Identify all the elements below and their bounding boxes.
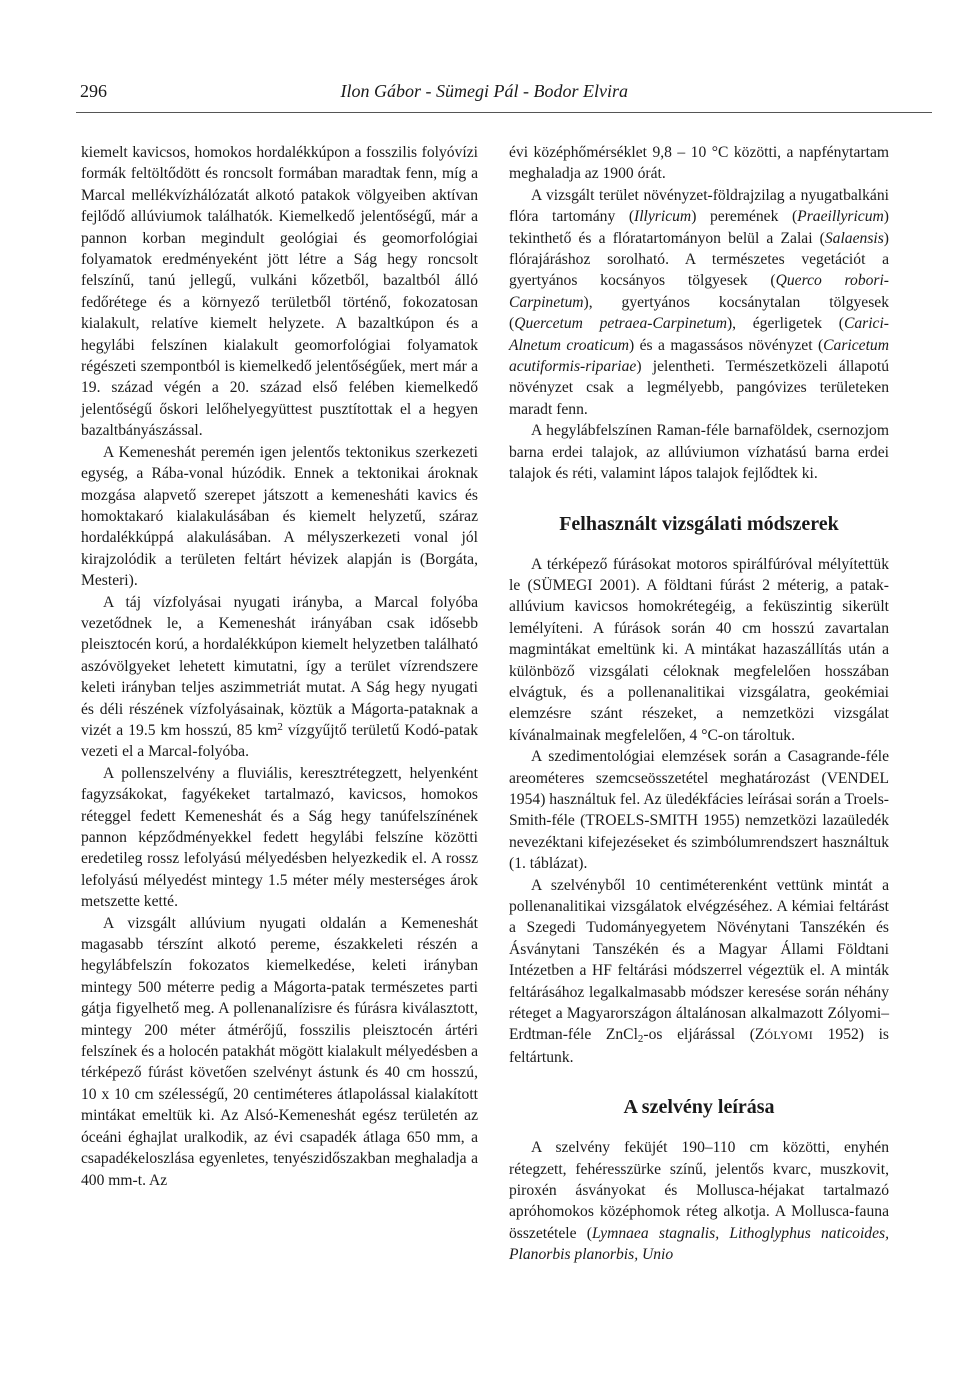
header-rule	[76, 112, 932, 113]
right-column	[509, 142, 889, 1266]
paragraph-landscape-geology: kiemelt kavicsos, homokos hordalékkúpon a fosszilis folyóvízi formák feltöltődött és roncsolt formában maradtak fenn, míg a Marcal mellékvízhálózatát alkotó patakok völgyeiben aktívan fejlődő allúviumok találhatók. Kiemelkedő jelentőségű, már a pannon korban megindult geológiai és geomorfológiai folyamatok eredményeként jött létre a Ság hegy roncsolt felszínű, tanú jellegű, vulkáni kőzetből, bazaltból álló fedőrétege és a környező területből történő, fokozatosan kialakult, relatíve kiemelt helyzete. A bazaltkúpon és a hegylábi felszínen kialakult geomorfológiai folyamatok régészeti szempontból is kiemelkedő jelentőségűek, mert már a 19. század végén a 20. század első felében kiemelkedő jelentőségű őskori lelőhelyegyüttest pusztítottak el a hegyen bazaltbányászással.	[81, 144, 478, 440]
paragraph-pollen-preparation: A szelvényből 10 centiméterenként vettünk mintát a pollenanalitikai vizsgálatok elvégzéséhez. A kémiai feltárást a Szegedi Tudományegyetem Növénytani Tanszékén és Ásványtani Tanszékén és a Magyar Állami Földtani Intézetben a HF feltárási módszerrel végeztük el. A minták feltárásához legalkalmasabb módszer keresése során néhány réteget a Magyarországon általánosan alkalmazott Zólyomi–Erdtman-féle ZnCl$_2$-os eljárással (ZÓLYOMI 1952) is feltártunk.	[509, 876, 889, 1066]
running-head-authors: Ilon Gábor - Sümegi Pál - Bodor Elvira	[340, 81, 628, 101]
section-heading-profile: A szelvény leírása	[623, 1096, 775, 1119]
paragraph-watercourses: A táj vízfolyásai nyugati irányba, a Marcal folyóba vezetődnek le, a Kemeneshát irányában csak idősebb pleisztocén korú, a hordalékkúpon kiemelt helyzetben található aszóvölgyeket lehetett kimutatni, így a terület vízrendszere keleti irányban teljes aszimmetriát mutat. A Ság hegy nyugati és déli részének vízfolyásainak, köztük a Mágorta-pataknak a vizét a 19.5 km hosszú, 85 $km^2$ vízgyűjtő területű Kodó-patak vezeti el a Marcal-folyóba.	[81, 593, 478, 761]
paragraph-soils: A hegylábfelszínen Raman-féle barnaföldek, csernozjom barna erdei talajok, az allúviumon vízhatású barna erdei talajok és réti, valamint lápos talajok fejlődtek ki.	[509, 422, 889, 483]
paragraph-climate: évi középhőmérséklet 9,8 – 10 °C közötti, a napfénytartam meghaladja az 1900 órát.	[509, 144, 889, 183]
running-header	[80, 81, 934, 111]
paragraph-sedimentology: A szedimentológiai elemzések során a Casagrande-féle areométeres szemcseösszetétel meghatározást (VENDEL 1954) használtuk fel. Az üledékfácies leírásai során a Troels-Smith-féle (TROELS-SMITH 1955) nemzetközi lazaüledék nevezéktani kifejezéseket és szimbólumrendszert használtuk (1. táblázat).	[509, 748, 889, 873]
paragraph-vegetation: A vizsgált terület növényzet-földrajzilag a nyugatbalkáni flóra tartomány (Illyricum) peremének (Praeillyricum) tekinthető és a flóratartományon belül a Zalai (Salaensis) flórajáráshoz sorolható. A természetes vegetációt a gyertyános kocsányos tölgyesek (Querco robori-Carpinetum), gyertyános kocsánytalan tölgyesek (Quercetum petraea-Carpinetum), égerligetek (Carici-Alnetum croaticum) és a magassásos növényzet (Caricetum acutiformis-ripariae) jelentheti. Természetközeli állapotú növényzet csak a legmélyebb, pangóvizes területeken maradt fenn.	[509, 186, 890, 418]
section-heading-methods: Felhasznált vizsgálati módszerek	[559, 512, 839, 535]
page-number: 296	[80, 81, 107, 101]
paragraph-alluvium-sampling: A vizsgált allúvium nyugati oldalán a Kemeneshát magasabb térszínt alkotó pereme, északkeleti részén a hegylábfelszín fokozatos kiemelkedése, keleti irányban mintegy 500 méterre pedig a Mágorta-patak természetes parti gátja figyelhető meg. A pollenanalízisre és fúrásra kiválasztott, mintegy 200 méter átmérőjű, fosszilis pleisztocén ártéri felszínek és a holocén patakhát mögött kialakult mélyedésben a térképező fúrást követően szelvényt ástunk és 40 cm hosszú, 10 x 10 cm szélességű, 20 centiméteres átlapolással kialakított mintákat emeltük ki. Az Alsó-Kemeneshát egész területén az óceáni éghajlat uralkodik, az évi csapadék átlaga 650 mm, a csapadékeloszlása egyenletes, tenyészidőszakban meghaladja a 400 mm-t. Az	[81, 914, 478, 1189]
paragraph-drilling: A térképező fúrásokat motoros spirálfúróval mélyítettük le (SÜMEGI 2001). A földtani fúrást 2 méterig, a patak-allúvium kavicsos homokrétegéig, a feküszintig sikerült lemélyíteni. A fúrások során 40 cm hosszú zavartalan magmintákat emeltünk ki. A mintákat hazaszállítás után a különböző vizsgálati céloknak megfelelően hosszában elvágtuk, és a pollenanalitikai vizsgálatra, geokémiai elemzésre szánt részeket, a nemzetközi vizsgálat kívánalmainak megfelelően, 4 °C-on tároltuk.	[509, 555, 889, 744]
left-column	[81, 142, 478, 1191]
paragraph-raba-line: A Kemeneshát peremén igen jelentős tektonikus szerkezeti egység, a Rába-vonal húzódik. Ennek a tektonikai ároknak mozgása alapvető szerepet játszott a kemenesháti kavics és homoktakaró kialakulásában és kiemelt helyzetű, száraz hordalékkúppá alakulásában. A mélyszerkezeti vonal jól kirajzolódik a területen feltárt hévizek alapján is (Borgáta, Mesteri).	[81, 443, 478, 590]
paragraph-pollen-profile: A pollenszelvény a fluviális, keresztrétegzett, helyenként fagyzsákokat, fagyékeket tartalmazó, kavicsos, homokos réteggel fedett Kemeneshát és a Ság hegy tanúfelszínének pannon képződményekkel fedett hegylábi felszíne közötti eredetileg rossz lefolyású mélyedésben helyezkedik el. A rossz lefolyású mélyedést mintegy 1.5 méter mély mesterséges árok metszette ketté.	[81, 764, 478, 911]
paragraph-profile-base: A szelvény feküjét 190–110 cm közötti, enyhén rétegzett, fehéresszürke színű, jelentős kvarc, muszkovit, piroxén ásványokat és Mollusca-héjakat tartalmazó apróhomokos középhomok réteg alkotja. A Mollusca-fauna összetétele (Lymnaea stagnalis, Lithoglyphus naticoides, Planorbis planorbis, Unio	[509, 1139, 889, 1264]
